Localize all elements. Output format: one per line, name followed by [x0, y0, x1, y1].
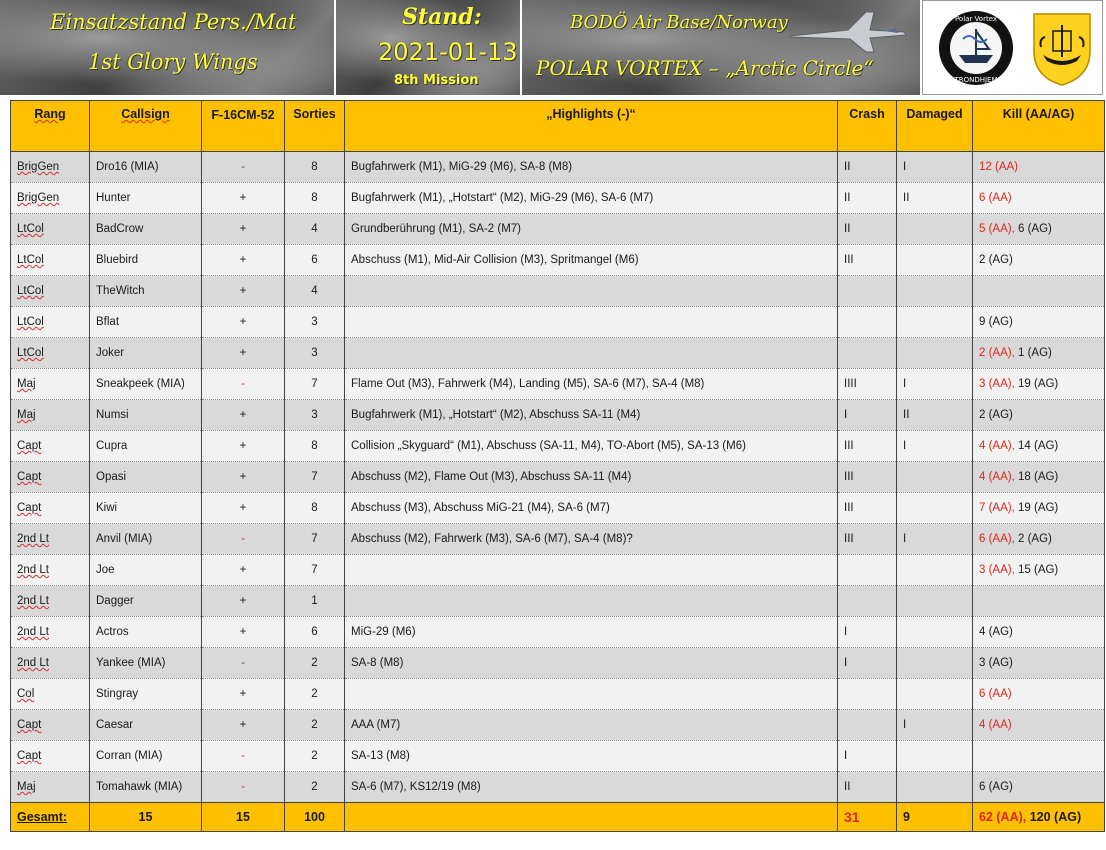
cell-rang: Capt [11, 462, 90, 493]
total-callsign: 15 [90, 803, 202, 832]
cell-damaged: I [897, 710, 973, 741]
cell-crash: II [838, 183, 897, 214]
base-panel [522, 0, 922, 95]
cell-f16: + [202, 400, 285, 431]
cell-crash: III [838, 493, 897, 524]
cell-sorties: 3 [285, 307, 345, 338]
col-header-sorties: Sorties [285, 101, 345, 152]
cell-rang: BrigGen [11, 183, 90, 214]
cell-kill: 4 (AA), 14 (AG) [973, 431, 1105, 462]
cell-callsign: Dagger [90, 586, 202, 617]
table-row [11, 307, 1105, 338]
total-kill: 62 (AA), 120 (AG) [973, 803, 1105, 832]
cell-rang: LtCol [11, 276, 90, 307]
cell-f16: + [202, 462, 285, 493]
cell-callsign: Stingray [90, 679, 202, 710]
cell-sorties: 1 [285, 586, 345, 617]
cell-callsign: TheWitch [90, 276, 202, 307]
cell-crash: I [838, 617, 897, 648]
cell-highlights [345, 586, 838, 617]
cell-damaged [897, 307, 973, 338]
table-row [11, 400, 1105, 431]
col-header-callsign: Callsign [90, 101, 202, 152]
cell-damaged [897, 462, 973, 493]
cell-crash: I [838, 648, 897, 679]
cell-kill: 5 (AA), 6 (AG) [973, 214, 1105, 245]
badge-top-text: Polar Vortex [954, 15, 998, 23]
cell-kill: 2 (AG) [973, 400, 1105, 431]
cell-kill: 3 (AA), 19 (AG) [973, 369, 1105, 400]
cell-highlights [345, 276, 838, 307]
table-row [11, 462, 1105, 493]
cell-damaged [897, 617, 973, 648]
cell-highlights [345, 555, 838, 586]
cell-f16: - [202, 524, 285, 555]
cell-crash: II [838, 152, 897, 183]
cell-sorties: 8 [285, 431, 345, 462]
cell-crash: III [838, 524, 897, 555]
table-row [11, 679, 1105, 710]
table-row [11, 276, 1105, 307]
cell-rang: Maj [11, 772, 90, 803]
cell-crash: II [838, 214, 897, 245]
cell-crash: IIII [838, 369, 897, 400]
cell-damaged [897, 338, 973, 369]
cell-f16: + [202, 586, 285, 617]
cell-sorties: 6 [285, 245, 345, 276]
cell-f16: - [202, 369, 285, 400]
cell-crash: II [838, 772, 897, 803]
col-header-highlights: „Highlights (-)“ [345, 101, 838, 152]
cell-highlights: Flame Out (M3), Fahrwerk (M4), Landing (M5), SA-6 (M7), SA-4 (M8) [345, 369, 838, 400]
table-row [11, 369, 1105, 400]
cell-highlights: SA-8 (M8) [345, 648, 838, 679]
cell-sorties: 4 [285, 214, 345, 245]
cell-kill: 4 (AG) [973, 617, 1105, 648]
cell-f16: + [202, 555, 285, 586]
stand-label: Stand: [402, 4, 482, 30]
cell-kill: 6 (AA), 2 (AG) [973, 524, 1105, 555]
cell-rang: Capt [11, 741, 90, 772]
operation-name: POLAR VORTEX – „Arctic Circle“ [536, 56, 874, 80]
cell-kill: 6 (AA) [973, 183, 1105, 214]
cell-highlights: Abschuss (M1), Mid-Air Collision (M3), Spritmangel (M6) [345, 245, 838, 276]
cell-highlights: MiG-29 (M6) [345, 617, 838, 648]
cell-sorties: 2 [285, 772, 345, 803]
cell-rang: LtCol [11, 214, 90, 245]
cell-sorties: 2 [285, 741, 345, 772]
cell-f16: + [202, 214, 285, 245]
cell-highlights [345, 679, 838, 710]
cell-sorties: 3 [285, 400, 345, 431]
title-line2: 1st Glory Wings [88, 50, 258, 74]
squadron-badge-icon [937, 9, 1015, 87]
cell-f16: + [202, 431, 285, 462]
cell-rang: 2nd Lt [11, 617, 90, 648]
table-row [11, 772, 1105, 803]
cell-callsign: Joker [90, 338, 202, 369]
cell-crash [838, 555, 897, 586]
stand-panel [336, 0, 522, 95]
title-panel [0, 0, 336, 95]
total-sorties: 100 [285, 803, 345, 832]
fighter-jet-icon [788, 6, 908, 56]
title-line1: Einsatzstand Pers./Mat [50, 10, 297, 34]
cell-sorties: 7 [285, 369, 345, 400]
cell-callsign: Bluebird [90, 245, 202, 276]
cell-kill: 7 (AA), 19 (AG) [973, 493, 1105, 524]
cell-f16: + [202, 493, 285, 524]
cell-crash: I [838, 741, 897, 772]
mission-label: 8th Mission [394, 73, 479, 88]
cell-callsign: Joe [90, 555, 202, 586]
cell-damaged: I [897, 431, 973, 462]
total-crash: 31 [838, 803, 897, 832]
cell-sorties: 6 [285, 617, 345, 648]
cell-kill: 12 (AA) [973, 152, 1105, 183]
cell-sorties: 7 [285, 524, 345, 555]
cell-highlights: SA-6 (M7), KS12/19 (M8) [345, 772, 838, 803]
cell-sorties: 2 [285, 710, 345, 741]
cell-callsign: Bflat [90, 307, 202, 338]
table-row [11, 431, 1105, 462]
cell-rang: 2nd Lt [11, 555, 90, 586]
table-row [11, 741, 1105, 772]
cell-crash [838, 276, 897, 307]
table-row [11, 524, 1105, 555]
table-row [11, 555, 1105, 586]
cell-callsign: Corran (MIA) [90, 741, 202, 772]
cell-callsign: Actros [90, 617, 202, 648]
cell-f16: + [202, 679, 285, 710]
cell-kill: 3 (AG) [973, 648, 1105, 679]
cell-sorties: 8 [285, 152, 345, 183]
cell-damaged [897, 741, 973, 772]
cell-damaged: I [897, 369, 973, 400]
cell-highlights: SA-13 (M8) [345, 741, 838, 772]
cell-highlights: Bugfahrwerk (M1), „Hotstart“ (M2), Abschuss SA-11 (M4) [345, 400, 838, 431]
cell-rang: 2nd Lt [11, 524, 90, 555]
table-row [11, 245, 1105, 276]
cell-kill: 3 (AA), 15 (AG) [973, 555, 1105, 586]
cell-callsign: Caesar [90, 710, 202, 741]
cell-highlights: AAA (M7) [345, 710, 838, 741]
table-header-row [11, 101, 1105, 152]
cell-sorties: 4 [285, 276, 345, 307]
cell-sorties: 2 [285, 648, 345, 679]
cell-rang: Capt [11, 710, 90, 741]
cell-highlights: Abschuss (M3), Abschuss MiG-21 (M4), SA-6 (M7) [345, 493, 838, 524]
cell-damaged: II [897, 183, 973, 214]
cell-crash: III [838, 462, 897, 493]
header-banner [0, 0, 1106, 100]
cell-f16: + [202, 338, 285, 369]
cell-callsign: Hunter [90, 183, 202, 214]
cell-callsign: Anvil (MIA) [90, 524, 202, 555]
total-row [11, 803, 1105, 832]
cell-highlights: Collision „Skyguard“ (M1), Abschuss (SA-11, M4), TO-Abort (M5), SA-13 (M6) [345, 431, 838, 462]
logos-box [922, 0, 1103, 95]
cell-f16: - [202, 741, 285, 772]
cell-damaged [897, 586, 973, 617]
total-damaged: 9 [897, 803, 973, 832]
cell-callsign: Sneakpeek (MIA) [90, 369, 202, 400]
cell-f16: - [202, 648, 285, 679]
total-f16: 15 [202, 803, 285, 832]
cell-highlights: Grundberührung (M1), SA-2 (M7) [345, 214, 838, 245]
cell-kill: 2 (AA), 1 (AG) [973, 338, 1105, 369]
cell-f16: + [202, 245, 285, 276]
cell-rang: LtCol [11, 338, 90, 369]
table-row [11, 493, 1105, 524]
cell-sorties: 7 [285, 555, 345, 586]
cell-sorties: 2 [285, 679, 345, 710]
cell-sorties: 7 [285, 462, 345, 493]
cell-highlights: Abschuss (M2), Fahrwerk (M3), SA-6 (M7), SA-4 (M8)? [345, 524, 838, 555]
cell-f16: + [202, 276, 285, 307]
cell-rang: 2nd Lt [11, 648, 90, 679]
cell-kill [973, 586, 1105, 617]
cell-highlights: Abschuss (M2), Flame Out (M3), Abschuss SA-11 (M4) [345, 462, 838, 493]
cell-f16: + [202, 617, 285, 648]
cell-callsign: Dro16 (MIA) [90, 152, 202, 183]
base-name: BODÖ Air Base/Norway [570, 12, 788, 33]
cell-callsign: Opasi [90, 462, 202, 493]
cell-crash [838, 338, 897, 369]
cell-f16: + [202, 710, 285, 741]
cell-rang: Capt [11, 493, 90, 524]
col-header-damaged: Damaged [897, 101, 973, 152]
badge-bottom-text: TRONDHJEM [954, 76, 998, 84]
cell-callsign: Yankee (MIA) [90, 648, 202, 679]
cell-damaged [897, 214, 973, 245]
cell-callsign: Numsi [90, 400, 202, 431]
cell-rang: Col [11, 679, 90, 710]
cell-damaged [897, 276, 973, 307]
cell-damaged [897, 679, 973, 710]
cell-f16: + [202, 307, 285, 338]
cell-callsign: Tomahawk (MIA) [90, 772, 202, 803]
cell-crash [838, 710, 897, 741]
cell-damaged: II [897, 400, 973, 431]
personnel-table [10, 100, 1105, 832]
col-header-kill: Kill (AA/AG) [973, 101, 1105, 152]
col-header-f16: F-16CM-52 [202, 101, 285, 152]
cell-rang: Maj [11, 369, 90, 400]
cell-kill: 4 (AA), 18 (AG) [973, 462, 1105, 493]
cell-kill: 6 (AG) [973, 772, 1105, 803]
cell-crash [838, 586, 897, 617]
cell-crash: III [838, 245, 897, 276]
cell-kill: 9 (AG) [973, 307, 1105, 338]
cell-damaged [897, 648, 973, 679]
cell-damaged [897, 245, 973, 276]
table-row [11, 183, 1105, 214]
cell-crash: III [838, 431, 897, 462]
cell-damaged [897, 555, 973, 586]
table-row [11, 617, 1105, 648]
cell-kill: 6 (AA) [973, 679, 1105, 710]
col-header-rang: Rang [11, 101, 90, 152]
cell-rang: LtCol [11, 245, 90, 276]
cell-damaged: I [897, 524, 973, 555]
cell-callsign: Cupra [90, 431, 202, 462]
cell-sorties: 3 [285, 338, 345, 369]
table-row [11, 338, 1105, 369]
cell-damaged: I [897, 152, 973, 183]
cell-rang: BrigGen [11, 152, 90, 183]
cell-rang: 2nd Lt [11, 586, 90, 617]
cell-kill: 4 (AA) [973, 710, 1105, 741]
cell-highlights [345, 338, 838, 369]
viking-ship-crest-icon [1031, 11, 1093, 87]
total-label: Gesamt: [11, 803, 90, 832]
cell-f16: - [202, 772, 285, 803]
cell-rang: LtCol [11, 307, 90, 338]
cell-crash [838, 679, 897, 710]
cell-callsign: BadCrow [90, 214, 202, 245]
cell-highlights: Bugfahrwerk (M1), MiG-29 (M6), SA-8 (M8) [345, 152, 838, 183]
cell-highlights [345, 307, 838, 338]
cell-kill [973, 741, 1105, 772]
col-header-crash: Crash [838, 101, 897, 152]
cell-kill [973, 276, 1105, 307]
table-row [11, 152, 1105, 183]
cell-rang: Maj [11, 400, 90, 431]
cell-f16: + [202, 183, 285, 214]
table-row [11, 648, 1105, 679]
cell-kill: 2 (AG) [973, 245, 1105, 276]
cell-sorties: 8 [285, 183, 345, 214]
cell-highlights: Bugfahrwerk (M1), „Hotstart“ (M2), MiG-29 (M6), SA-6 (M7) [345, 183, 838, 214]
cell-rang: Capt [11, 431, 90, 462]
table-row [11, 214, 1105, 245]
cell-sorties: 8 [285, 493, 345, 524]
cell-crash [838, 307, 897, 338]
cell-f16: - [202, 152, 285, 183]
cell-crash: I [838, 400, 897, 431]
cell-damaged [897, 772, 973, 803]
total-highlights [345, 803, 838, 832]
cell-damaged [897, 493, 973, 524]
stand-date: 2021-01-13 [378, 38, 518, 66]
table-row [11, 710, 1105, 741]
cell-callsign: Kiwi [90, 493, 202, 524]
table-row [11, 586, 1105, 617]
